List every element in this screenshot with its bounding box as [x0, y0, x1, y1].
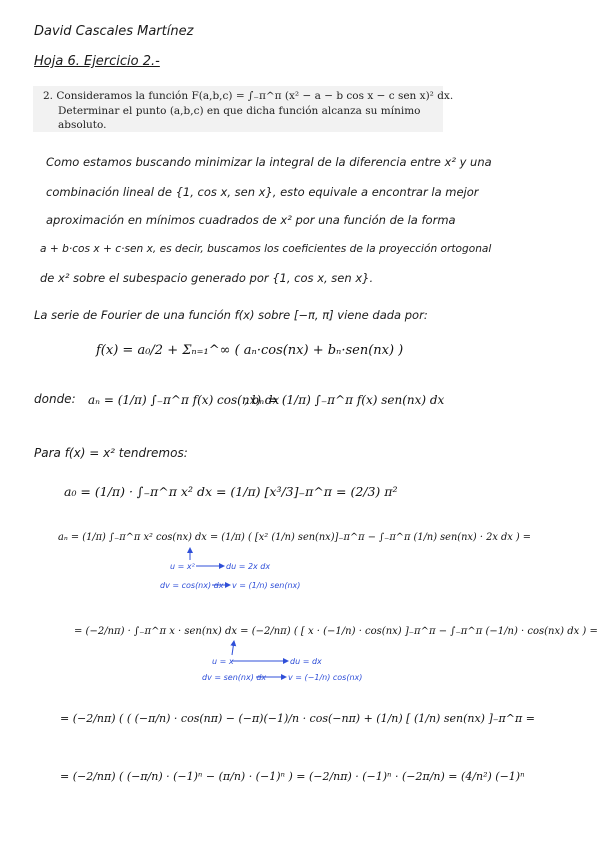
substitution-1-dv: dv = cos(nx) dx — [160, 581, 224, 590]
problem-line-1: 2. Consideramos la función F(a,b,c) = ∫₋π^π (x² − a − b cos x − c sen x)² dx. — [43, 90, 454, 102]
problem-line-3: absoluto. — [58, 119, 107, 131]
intro-line-3: aproximación en mínimos cuadrados de x² por una función de la forma — [46, 213, 456, 227]
a0-computation: a₀ = (1/π) · ∫₋π^π x² dx = (1/π) [x³/3]₋π^π = (2/3) π² — [64, 484, 398, 499]
substitution-1-u: u = x² — [170, 562, 195, 571]
intro-line-5: de x² sobre el subespacio generado por {1, cos x, sen x}. — [40, 271, 374, 285]
sheet-title: Hoja 6. Ejercicio 2.- — [34, 54, 160, 69]
bn-formula: , bₙ = (1/π) ∫₋π^π f(x) sen(nx) dx — [244, 393, 445, 407]
problem-line-2: Determinar el punto (a,b,c) en que dicha función alcanza su mínimo — [58, 105, 421, 117]
fourier-series-formula: f(x) = a₀/2 + Σₙ₌₁^∞ ( aₙ·cos(nx) + bₙ·sen(nx) ) — [96, 343, 404, 358]
intro-line-2: combinación lineal de {1, cos x, sen x}, esto equivale a encontrar la mejor — [46, 185, 479, 199]
substitution-2-du: du = dx — [290, 657, 322, 666]
substitution-1-v: v = (1/n) sen(nx) — [232, 581, 301, 590]
an-step-1: aₙ = (1/π) ∫₋π^π x² cos(nx) dx = (1/π) ( [x² (1/n) sen(nx)]₋π^π − ∫₋π^π (1/n) sen(nx) · 2x dx ) = — [58, 532, 532, 543]
an-step-2: = (−2/nπ) · ∫₋π^π x · sen(nx) dx = (−2/nπ) ( [ x · (−1/n) · cos(nx) ]₋π^π − ∫₋π^π (−1/n) · cos(nx) dx ) = — [74, 626, 598, 637]
author-name: David Cascales Martínez — [34, 24, 194, 39]
intro-line-4: a + b·cos x + c·sen x, es decir, buscamos los coeficientes de la proyección ortogonal — [40, 243, 492, 255]
substitution-1-du: du = 2x dx — [226, 562, 271, 571]
an-step-4: = (−2/nπ) ( (−π/n) · (−1)ⁿ − (π/n) · (−1)ⁿ ) = (−2/nπ) · (−1)ⁿ · (−2π/n) = (4/n²) (−1)ⁿ — [60, 770, 525, 783]
arrow-2-up — [232, 641, 234, 655]
an-step-3: = (−2/nπ) ( ( (−π/n) · cos(nπ) − (−π)(−1)/n · cos(−nπ) + (1/n) [ (1/n) sen(nx) ]₋π^π = — [60, 712, 535, 725]
substitution-2-u: u = x — [212, 657, 234, 666]
an-formula: aₙ = (1/π) ∫₋π^π f(x) cos(nx) dx — [88, 393, 280, 407]
fourier-statement: La serie de Fourier de una función f(x) sobre [−π, π] viene dada por: — [34, 308, 428, 322]
substitution-2-v: v = (−1/n) cos(nx) — [288, 673, 363, 682]
para-statement: Para f(x) = x² tendremos: — [34, 446, 188, 460]
donde-label: donde: — [34, 392, 76, 406]
intro-line-1: Como estamos buscando minimizar la integral de la diferencia entre x² y una — [46, 155, 492, 169]
substitution-2-dv: dv = sen(nx) dx — [202, 673, 267, 682]
